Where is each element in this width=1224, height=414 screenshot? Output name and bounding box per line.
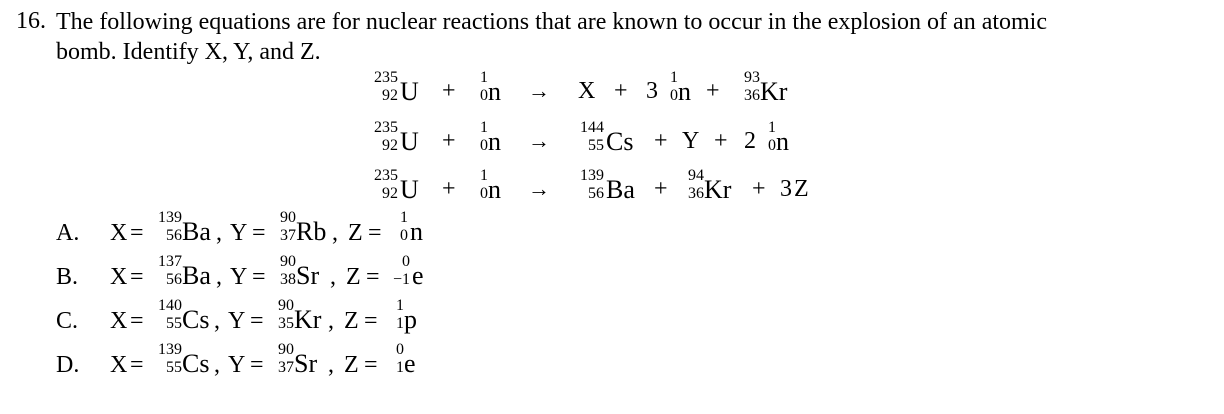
reaction-arrow: → (528, 78, 550, 103)
mass-number: 93 (744, 69, 760, 86)
option-x-nuclide (152, 297, 214, 336)
y-label: Y (228, 352, 246, 378)
atomic-number: 38 (280, 271, 296, 288)
nuclide-barium (576, 167, 640, 206)
coefficient: 3 (646, 78, 658, 104)
element-symbol: n (776, 127, 789, 156)
element-symbol: Kr (704, 175, 732, 204)
element-symbol: U (400, 175, 419, 204)
mass-number: 90 (278, 341, 294, 358)
option-letter: D. (56, 352, 80, 378)
y-label: Y (230, 220, 248, 246)
element-symbol: Ba (182, 261, 211, 290)
nuclide-uranium (370, 167, 430, 206)
mass-number: 1 (400, 209, 408, 226)
mass-number: 235 (374, 69, 398, 86)
mass-number: 235 (374, 167, 398, 184)
nuclide-neutron (758, 119, 792, 158)
atomic-number: 0 (400, 227, 408, 244)
option-x-nuclide (152, 341, 214, 380)
coefficient: 3 (780, 176, 792, 202)
atomic-number: 56 (166, 227, 182, 244)
equals-sign: = (368, 220, 382, 246)
element-symbol: n (488, 77, 501, 106)
element-symbol: Cs (606, 127, 634, 156)
question-text-line-1: The following equations are for nuclear reactions that are known to occur in the explosion of an atomic (56, 9, 1047, 35)
atomic-number: 92 (382, 185, 398, 202)
mass-number: 1 (396, 297, 404, 314)
mass-number: 90 (278, 297, 294, 314)
option-x-nuclide (152, 209, 216, 248)
element-symbol: Sr (296, 261, 320, 290)
plus-sign: + (654, 128, 668, 154)
element-symbol: Ba (182, 217, 211, 246)
mass-number: 1 (480, 119, 488, 136)
atomic-number: 56 (166, 271, 182, 288)
unknown-y: Y (682, 128, 700, 154)
element-symbol: p (404, 305, 417, 334)
option-z-nuclide (392, 253, 432, 292)
equals-sign: = (250, 352, 264, 378)
mass-number: 1 (670, 69, 678, 86)
atomic-number: 0 (768, 137, 776, 154)
comma: , (332, 220, 338, 246)
atomic-number: 0 (480, 137, 488, 154)
comma: , (216, 264, 222, 290)
reaction-arrow: → (528, 128, 550, 153)
plus-sign: + (614, 78, 628, 104)
option-x-nuclide (152, 253, 216, 292)
mass-number: 1 (480, 69, 488, 86)
unknown-z: Z (794, 176, 809, 202)
equals-sign: = (250, 308, 264, 334)
coefficient: 2 (744, 128, 756, 154)
atomic-number: 56 (588, 185, 604, 202)
nuclide-uranium (370, 69, 430, 108)
equals-sign: = (364, 352, 378, 378)
plus-sign: + (714, 128, 728, 154)
element-symbol: n (488, 127, 501, 156)
comma: , (214, 352, 220, 378)
y-label: Y (230, 264, 248, 290)
reaction-arrow: → (528, 176, 550, 201)
unknown-x: X (578, 78, 596, 104)
atomic-number: 1 (396, 315, 404, 332)
atomic-number: 0 (480, 185, 488, 202)
x-label: X (110, 352, 128, 378)
atomic-number: 36 (744, 87, 760, 104)
atomic-number: 92 (382, 137, 398, 154)
atomic-number: 0 (670, 87, 678, 104)
mass-number: 0 (396, 341, 404, 358)
mass-number: 1 (768, 119, 776, 136)
equals-sign: = (130, 220, 144, 246)
option-z-nuclide (388, 341, 424, 380)
z-label: Z (348, 220, 363, 246)
atomic-number: 1 (396, 359, 404, 376)
element-symbol: n (678, 77, 691, 106)
element-symbol: n (488, 175, 501, 204)
z-label: Z (344, 308, 359, 334)
equals-sign: = (366, 264, 380, 290)
equals-sign: = (252, 220, 266, 246)
element-symbol: U (400, 77, 419, 106)
equals-sign: = (252, 264, 266, 290)
option-z-nuclide (390, 209, 430, 248)
x-label: X (110, 308, 128, 334)
mass-number: 1 (480, 167, 488, 184)
plus-sign: + (442, 78, 456, 104)
comma: , (330, 264, 336, 290)
plus-sign: + (442, 176, 456, 202)
comma: , (328, 352, 334, 378)
atomic-number: 37 (280, 227, 296, 244)
option-letter: A. (56, 220, 80, 246)
comma: , (216, 220, 222, 246)
z-label: Z (346, 264, 361, 290)
atomic-number: 55 (166, 315, 182, 332)
plus-sign: + (706, 78, 720, 104)
element-symbol: Kr (760, 77, 788, 106)
atomic-number: 0 (480, 87, 488, 104)
option-letter: B. (56, 264, 79, 290)
element-symbol: Ba (606, 175, 635, 204)
element-symbol: n (410, 217, 423, 246)
nuclide-neutron (660, 69, 694, 108)
y-label: Y (228, 308, 246, 334)
atomic-number: −1 (392, 271, 410, 288)
plus-sign: + (654, 176, 668, 202)
option-y-nuclide (274, 253, 330, 292)
nuclide-krypton (682, 167, 742, 206)
element-symbol: Cs (182, 305, 210, 334)
mass-number: 139 (158, 209, 182, 226)
question-number: 16. (16, 8, 46, 34)
equals-sign: = (130, 308, 144, 334)
nuclide-uranium (370, 119, 430, 158)
nuclide-neutron (470, 119, 504, 158)
mass-number: 139 (158, 341, 182, 358)
mass-number: 90 (280, 253, 296, 270)
x-label: X (110, 264, 128, 290)
equals-sign: = (364, 308, 378, 334)
atomic-number: 55 (588, 137, 604, 154)
plus-sign: + (752, 176, 766, 202)
z-label: Z (344, 352, 359, 378)
comma: , (328, 308, 334, 334)
option-y-nuclide (272, 297, 328, 336)
mass-number: 140 (158, 297, 182, 314)
x-label: X (110, 220, 128, 246)
comma: , (214, 308, 220, 334)
atomic-number: 92 (382, 87, 398, 104)
option-letter: C. (56, 308, 79, 334)
mass-number: 90 (280, 209, 296, 226)
element-symbol: Rb (296, 217, 327, 246)
atomic-number: 37 (278, 359, 294, 376)
element-symbol: e (412, 261, 424, 290)
nuclide-cesium (576, 119, 640, 158)
element-symbol: Sr (294, 349, 318, 378)
equals-sign: = (130, 264, 144, 290)
equals-sign: = (130, 352, 144, 378)
mass-number: 144 (580, 119, 604, 136)
option-z-nuclide (388, 297, 424, 336)
mass-number: 235 (374, 119, 398, 136)
element-symbol: e (404, 349, 416, 378)
atomic-number: 35 (278, 315, 294, 332)
mass-number: 137 (158, 253, 182, 270)
plus-sign: + (442, 128, 456, 154)
mass-number: 139 (580, 167, 604, 184)
nuclide-neutron (470, 69, 504, 108)
element-symbol: U (400, 127, 419, 156)
atomic-number: 55 (166, 359, 182, 376)
element-symbol: Kr (294, 305, 322, 334)
atomic-number: 36 (688, 185, 704, 202)
mass-number: 94 (688, 167, 704, 184)
element-symbol: Cs (182, 349, 210, 378)
option-y-nuclide (272, 341, 328, 380)
nuclide-krypton (738, 69, 798, 108)
mass-number: 0 (402, 253, 410, 270)
option-y-nuclide (274, 209, 332, 248)
question-text-line-2: bomb. Identify X, Y, and Z. (56, 39, 321, 65)
nuclide-neutron (470, 167, 504, 206)
